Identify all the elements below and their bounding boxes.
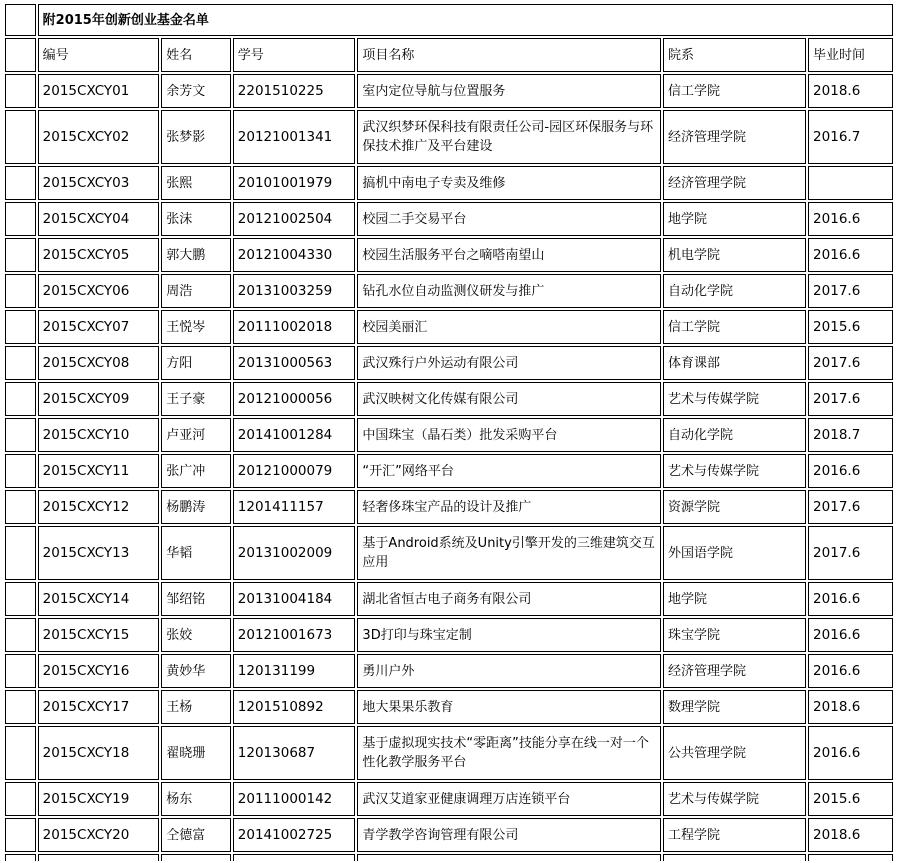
- cell-name: 王悦岑: [161, 310, 231, 344]
- cell-department: 地学院: [663, 202, 806, 236]
- cell-project: 轻奢侈珠宝产品的设计及推广: [357, 490, 661, 524]
- cell-name: 王子豪: [161, 382, 231, 416]
- cell-id: 2015CXCY18: [38, 726, 160, 780]
- cell-name: 华韬: [161, 526, 231, 580]
- cell-graduation: 2018.6: [808, 690, 893, 724]
- cell-student-no: 20111002018: [233, 310, 356, 344]
- row-lead-cell: [5, 582, 36, 616]
- cell-student-no: 1201411157: [233, 490, 356, 524]
- cell-student-no: 20121004330: [233, 238, 356, 272]
- cell-id: 2015CXCY11: [38, 454, 160, 488]
- cell-project: 勇川户外: [357, 654, 661, 688]
- cell-graduation: 2016.6: [808, 238, 893, 272]
- cell-name: 张姣: [161, 618, 231, 652]
- table-row: [5, 110, 893, 164]
- row-lead-cell: [5, 74, 36, 108]
- cell-project: 地大果果乐教育: [357, 690, 661, 724]
- row-lead-cell: [5, 202, 36, 236]
- cell-name: 张熙: [161, 166, 231, 200]
- cell-graduation: 2016.7: [808, 110, 893, 164]
- cell-project: 湖北省恒古电子商务有限公司: [357, 582, 661, 616]
- row-lead-cell: [5, 346, 36, 380]
- cut-off-cell: [663, 854, 806, 861]
- cell-graduation: 2017.6: [808, 490, 893, 524]
- cell-graduation: 2018.7: [808, 418, 893, 452]
- row-lead-cell: [5, 166, 36, 200]
- cell-department: 数理学院: [663, 690, 806, 724]
- table-row: [5, 618, 893, 652]
- cell-graduation: 2016.6: [808, 454, 893, 488]
- cell-department: 经济管理学院: [663, 654, 806, 688]
- cell-department: 珠宝学院: [663, 618, 806, 652]
- table-row: [5, 382, 893, 416]
- row-lead-cell: [5, 454, 36, 488]
- cell-student-no: 20131003259: [233, 274, 356, 308]
- cell-project: 武汉殊行户外运动有限公司: [357, 346, 661, 380]
- table-row: [5, 526, 893, 580]
- cell-id: 2015CXCY20: [38, 818, 160, 852]
- cell-id: 2015CXCY04: [38, 202, 160, 236]
- cell-name: 邹绍铭: [161, 582, 231, 616]
- cell-id: 2015CXCY17: [38, 690, 160, 724]
- row-lead-cell: [5, 618, 36, 652]
- table-row: [5, 238, 893, 272]
- cut-off-cell: [161, 854, 231, 861]
- table-row: [5, 818, 893, 852]
- header-project: 项目名称: [357, 38, 661, 72]
- cut-off-row: [5, 854, 893, 861]
- cell-student-no: 20131002009: [233, 526, 356, 580]
- row-lead-cell: [5, 690, 36, 724]
- cell-project: 校园美丽汇: [357, 310, 661, 344]
- cell-id: 2015CXCY19: [38, 782, 160, 816]
- cell-graduation: 2016.6: [808, 618, 893, 652]
- cell-department: 艺术与传媒学院: [663, 382, 806, 416]
- table-row: [5, 74, 893, 108]
- table-row: [5, 202, 893, 236]
- cell-name: 张广冲: [161, 454, 231, 488]
- header-row: [5, 38, 893, 72]
- table-row: [5, 726, 893, 780]
- cell-project: 基于虚拟现实技术“零距离”技能分享在线一对一个性化教学服务平台: [357, 726, 661, 780]
- cell-student-no: 120131199: [233, 654, 356, 688]
- cell-graduation: 2016.6: [808, 726, 893, 780]
- cell-id: 2015CXCY07: [38, 310, 160, 344]
- cell-project: 钻孔水位自动监测仪研发与推广: [357, 274, 661, 308]
- cell-name: 方阳: [161, 346, 231, 380]
- cell-department: 自动化学院: [663, 418, 806, 452]
- table-row: [5, 166, 893, 200]
- row-lead-cell: [5, 38, 36, 72]
- row-lead-cell: [5, 110, 36, 164]
- cell-graduation: 2017.6: [808, 526, 893, 580]
- cell-graduation: 2017.6: [808, 382, 893, 416]
- table-row: [5, 690, 893, 724]
- cell-graduation: 2017.6: [808, 274, 893, 308]
- table-row: [5, 454, 893, 488]
- cell-project: 校园生活服务平台之嘀嗒南望山: [357, 238, 661, 272]
- cell-id: 2015CXCY13: [38, 526, 160, 580]
- cell-name: 杨东: [161, 782, 231, 816]
- cell-project: 武汉映树文化传媒有限公司: [357, 382, 661, 416]
- row-lead-cell: [5, 274, 36, 308]
- cell-graduation: 2016.6: [808, 654, 893, 688]
- cell-project: 室内定位导航与位置服务: [357, 74, 661, 108]
- cell-department: 艺术与传媒学院: [663, 782, 806, 816]
- title-row: [5, 4, 893, 36]
- row-lead-cell: [5, 310, 36, 344]
- cell-graduation: 2017.6: [808, 346, 893, 380]
- cell-id: 2015CXCY16: [38, 654, 160, 688]
- cell-project: 武汉织梦环保科技有限责任公司-园区环保服务与环保技术推广及平台建设: [357, 110, 661, 164]
- cell-project: 中国珠宝（晶石类）批发采购平台: [357, 418, 661, 452]
- cell-department: 经济管理学院: [663, 110, 806, 164]
- cell-name: 余芳文: [161, 74, 231, 108]
- cell-name: 翟晓珊: [161, 726, 231, 780]
- cell-name: 王杨: [161, 690, 231, 724]
- table-row: [5, 582, 893, 616]
- cell-graduation: 2018.6: [808, 74, 893, 108]
- cell-id: 2015CXCY01: [38, 74, 160, 108]
- row-lead-cell: [5, 382, 36, 416]
- table-row: [5, 654, 893, 688]
- cell-graduation: 2016.6: [808, 582, 893, 616]
- cell-name: 郭大鹏: [161, 238, 231, 272]
- cell-name: 张沫: [161, 202, 231, 236]
- cell-department: 体育课部: [663, 346, 806, 380]
- cut-off-cell: [38, 854, 160, 861]
- cell-department: 机电学院: [663, 238, 806, 272]
- cell-name: 杨鹏涛: [161, 490, 231, 524]
- cell-graduation: [808, 166, 893, 200]
- cell-id: 2015CXCY14: [38, 582, 160, 616]
- cell-name: 卢亚河: [161, 418, 231, 452]
- cell-student-no: 20131000563: [233, 346, 356, 380]
- table-row: [5, 418, 893, 452]
- row-lead-cell: [5, 418, 36, 452]
- row-lead-cell: [5, 238, 36, 272]
- cell-name: 黄妙华: [161, 654, 231, 688]
- table-row: [5, 310, 893, 344]
- header-graduation: 毕业时间: [808, 38, 893, 72]
- cell-id: 2015CXCY15: [38, 618, 160, 652]
- cut-off-cell: [5, 854, 36, 861]
- cell-department: 外国语学院: [663, 526, 806, 580]
- cell-department: 工程学院: [663, 818, 806, 852]
- cell-student-no: 20111000142: [233, 782, 356, 816]
- cell-department: 经济管理学院: [663, 166, 806, 200]
- cell-id: 2015CXCY09: [38, 382, 160, 416]
- cell-name: 仝德富: [161, 818, 231, 852]
- cell-department: 公共管理学院: [663, 726, 806, 780]
- cell-department: 资源学院: [663, 490, 806, 524]
- cell-name: 周浩: [161, 274, 231, 308]
- header-name: 姓名: [161, 38, 231, 72]
- table-title: 附2015年创新创业基金名单: [38, 4, 893, 36]
- cell-project: 校园二手交易平台: [357, 202, 661, 236]
- cell-graduation: 2015.6: [808, 310, 893, 344]
- cut-off-cell: [357, 854, 661, 861]
- table-row: [5, 346, 893, 380]
- row-lead-cell: [5, 818, 36, 852]
- cell-project: 搞机中南电子专卖及维修: [357, 166, 661, 200]
- row-lead-cell: [5, 490, 36, 524]
- cell-id: 2015CXCY10: [38, 418, 160, 452]
- cell-student-no: 20141001284: [233, 418, 356, 452]
- header-department: 院系: [663, 38, 806, 72]
- cell-id: 2015CXCY05: [38, 238, 160, 272]
- cell-department: 自动化学院: [663, 274, 806, 308]
- cell-student-no: 1201510892: [233, 690, 356, 724]
- cell-graduation: 2018.6: [808, 818, 893, 852]
- row-lead-cell: [5, 526, 36, 580]
- cell-department: 艺术与传媒学院: [663, 454, 806, 488]
- cell-project: 3D打印与珠宝定制: [357, 618, 661, 652]
- cell-student-no: 20121000079: [233, 454, 356, 488]
- cell-graduation: 2016.6: [808, 202, 893, 236]
- cell-department: 信工学院: [663, 74, 806, 108]
- cell-id: 2015CXCY06: [38, 274, 160, 308]
- table-row: [5, 490, 893, 524]
- cell-id: 2015CXCY02: [38, 110, 160, 164]
- cell-student-no: 2201510225: [233, 74, 356, 108]
- cell-department: 地学院: [663, 582, 806, 616]
- header-student-no: 学号: [233, 38, 356, 72]
- fund-list-table: [3, 2, 895, 863]
- row-lead-cell: [5, 782, 36, 816]
- cell-student-no: 20131004184: [233, 582, 356, 616]
- cell-student-no: 20121001341: [233, 110, 356, 164]
- cell-student-no: 20141002725: [233, 818, 356, 852]
- cut-off-cell: [808, 854, 893, 861]
- row-lead-cell: [5, 726, 36, 780]
- cell-id: 2015CXCY03: [38, 166, 160, 200]
- cell-project: “开汇”网络平台: [357, 454, 661, 488]
- cell-student-no: 120130687: [233, 726, 356, 780]
- cell-project: 基于Android系统及Unity引擎开发的三维建筑交互应用: [357, 526, 661, 580]
- cell-student-no: 20101001979: [233, 166, 356, 200]
- row-lead-cell: [5, 4, 36, 36]
- cell-graduation: 2015.6: [808, 782, 893, 816]
- cell-id: 2015CXCY12: [38, 490, 160, 524]
- cell-name: 张梦影: [161, 110, 231, 164]
- cell-student-no: 20121001673: [233, 618, 356, 652]
- table-row: [5, 782, 893, 816]
- cell-department: 信工学院: [663, 310, 806, 344]
- cut-off-cell: [233, 854, 356, 861]
- row-lead-cell: [5, 654, 36, 688]
- cell-student-no: 20121002504: [233, 202, 356, 236]
- cell-student-no: 20121000056: [233, 382, 356, 416]
- table-row: [5, 274, 893, 308]
- cell-project: 武汉艾道家亚健康调理万店连锁平台: [357, 782, 661, 816]
- cell-id: 2015CXCY08: [38, 346, 160, 380]
- cell-project: 青学教学咨询管理有限公司: [357, 818, 661, 852]
- header-id: 编号: [38, 38, 160, 72]
